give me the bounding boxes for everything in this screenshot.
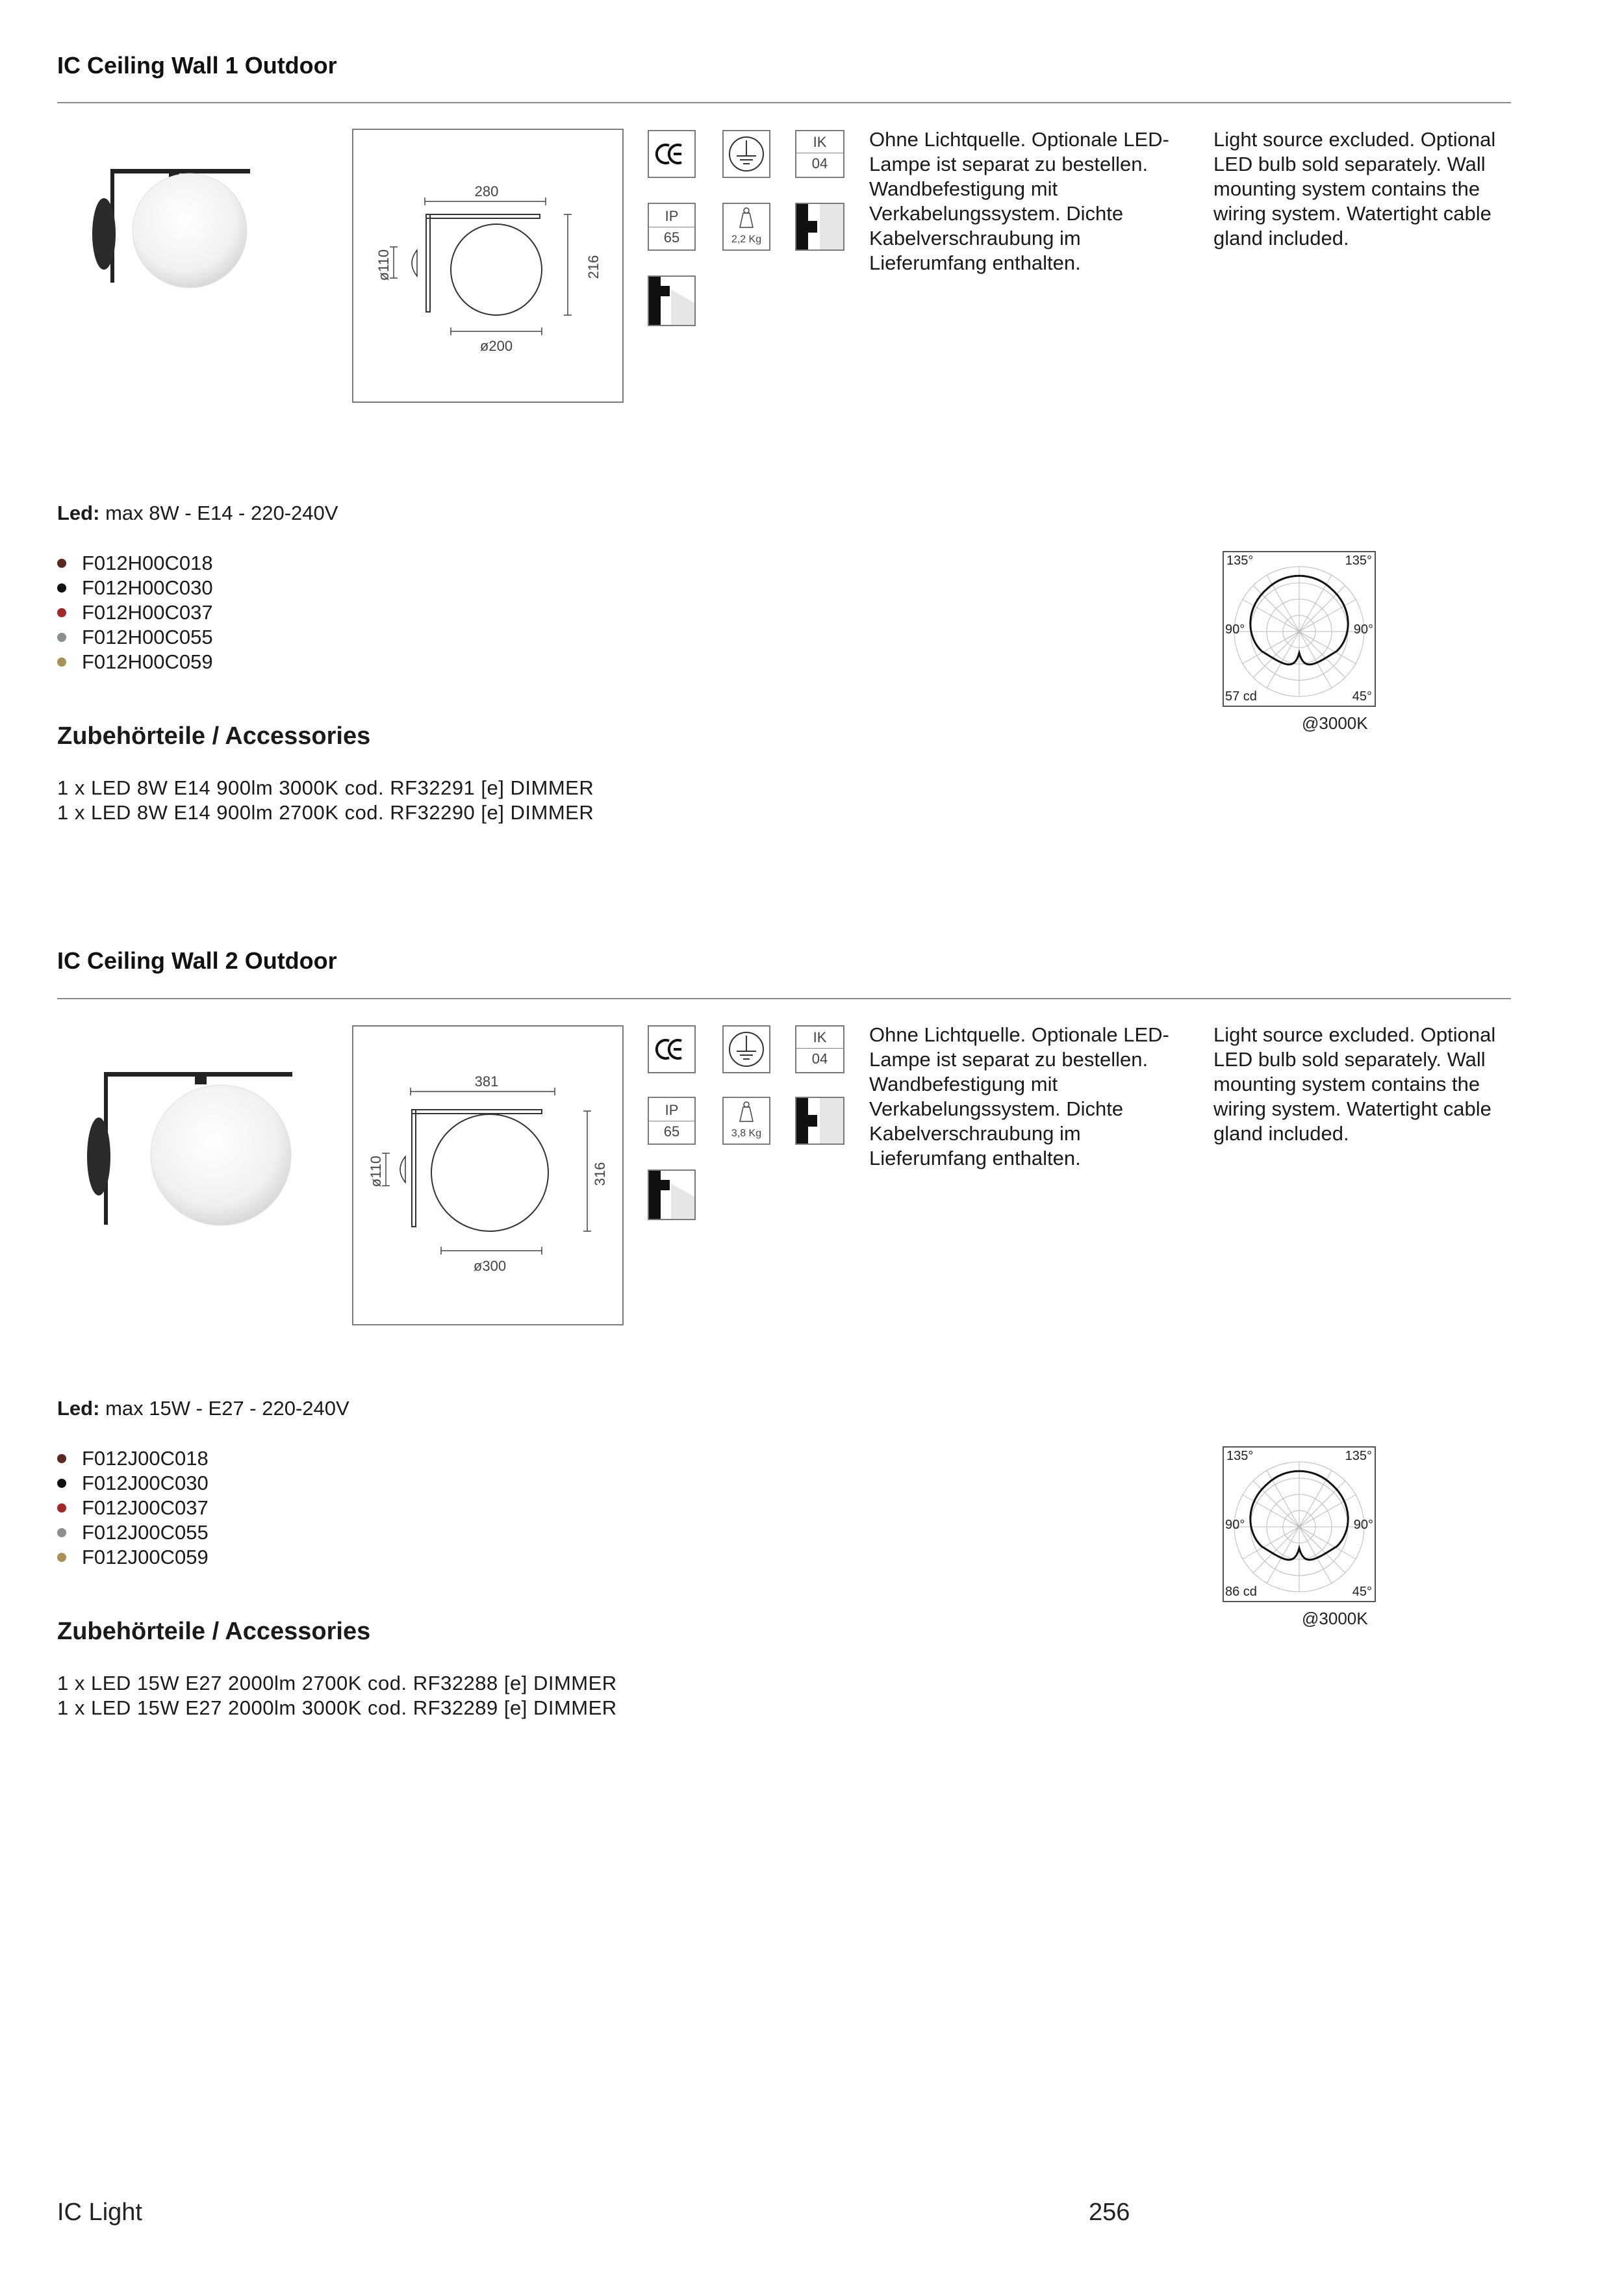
dimension-drawing [352,1025,624,1325]
description-de: Ohne Lichtquelle. Optionale LED-Lampe ist separat zu bestellen. Wandbefestigung mit Verkabelungssystem. Dichte Kabelverschraubung im Lieferumfang enthalten. [869,1023,1169,1169]
list-item: F012J00C037 [57,1496,209,1520]
color-swatch [57,633,66,642]
wall-mount-icon [795,203,844,251]
weight-icon [722,1097,770,1145]
ground-earth-icon [722,130,770,178]
led-value: max 8W - E14 - 220-240V [105,502,338,524]
color-swatch [57,583,66,593]
list-item: 1 x LED 15W E27 2000lm 2700K cod. RF32288 [e] DIMMER [57,1672,617,1694]
section-divider [57,102,1511,103]
product-photo [78,159,273,302]
dim-width: 280 [474,183,499,199]
description-en: Light source excluded. Optional LED bulb sold separately. Wall mounting system contains the wiring system. Watertight cable gland included. [1213,128,1496,249]
dimension-drawing [352,129,624,403]
accessories-list [57,776,594,825]
color-swatch [57,1454,66,1463]
wall-mount-icon [795,1097,844,1145]
angle-bottom-right: 45° [1352,1585,1372,1599]
angle-mid-right: 90° [1353,622,1373,637]
ip-value: 65 [663,1123,680,1140]
angle-top-right: 135° [1345,1449,1372,1463]
weight-icon [722,203,770,251]
list-item: F012H00C055 [57,625,213,650]
angle-mid-left: 90° [1225,1518,1245,1532]
installation-icon [648,275,696,326]
variant-list [57,1446,209,1570]
intensity-label: 57 cd [1225,689,1257,704]
ik-rating-icon [795,1025,844,1073]
photometric-diagram [1223,1446,1376,1602]
accessories-heading: Zubehörteile / Accessories [57,1618,371,1645]
dim-diameter: ø300 [473,1258,507,1274]
ce-mark-icon [648,1025,696,1073]
color-swatch [57,559,66,568]
page-number: 256 [1089,2199,1130,2226]
weight-value: 2,2 Kg [731,234,762,245]
led-label: Led: [57,502,100,524]
dim-base: ø110 [375,249,392,281]
list-item: F012J00C055 [57,1520,209,1545]
list-item: F012H00C059 [57,650,213,674]
intensity-label: 86 cd [1225,1585,1257,1599]
variant-list [57,551,213,674]
list-item: F012J00C059 [57,1545,209,1570]
ground-earth-icon [722,1025,770,1073]
ip-rating-icon [648,203,696,251]
list-item: 1 x LED 15W E27 2000lm 3000K cod. RF32289 [e] DIMMER [57,1696,617,1719]
photometric-diagram [1223,551,1376,707]
color-temperature-caption: @3000K [1302,1609,1368,1628]
ik-value: 04 [811,1051,828,1067]
dim-height: 216 [585,255,602,279]
product-title: IC Ceiling Wall 1 Outdoor [57,52,337,79]
product-title: IC Ceiling Wall 2 Outdoor [57,947,337,974]
ik-value: 04 [811,155,828,172]
footer-collection: IC Light [57,2199,142,2226]
ip-value: 65 [663,229,680,246]
led-spec [57,502,338,525]
accessories-list [57,1671,617,1720]
ik-rating-icon [795,130,844,178]
color-swatch [57,658,66,667]
ip-rating-icon [648,1097,696,1145]
angle-mid-right: 90° [1353,1518,1373,1532]
installation-icon [648,1169,696,1220]
ce-mark-icon [648,130,696,178]
led-label: Led: [57,1397,100,1420]
dim-width: 381 [474,1073,499,1090]
color-swatch [57,1479,66,1488]
dim-diameter: ø200 [479,338,513,354]
list-item: F012H00C030 [57,576,213,600]
list-item: F012H00C018 [57,551,213,576]
angle-top-left: 135° [1226,554,1254,568]
dim-base: ø110 [368,1155,384,1188]
led-spec [57,1397,349,1420]
list-item: 1 x LED 8W E14 900lm 3000K cod. RF32291 [e] DIMMER [57,776,594,799]
accessories-heading: Zubehörteile / Accessories [57,722,371,750]
ip-label: IP [665,1102,679,1118]
list-item: F012J00C018 [57,1446,209,1471]
color-swatch [57,608,66,617]
color-swatch [57,1553,66,1562]
angle-top-right: 135° [1345,554,1372,568]
product-photo [78,1053,299,1234]
angle-top-left: 135° [1226,1449,1254,1463]
color-swatch [57,1503,66,1513]
color-temperature-caption: @3000K [1302,713,1368,733]
section-divider [57,998,1511,999]
list-item: F012J00C030 [57,1471,209,1496]
ip-label: IP [665,208,679,224]
description-en: Light source excluded. Optional LED bulb sold separately. Wall mounting system contains the wiring system. Watertight cable gland included. [1213,1023,1496,1145]
description-de: Ohne Lichtquelle. Optionale LED-Lampe ist separat zu bestellen. Wandbefestigung mit Verkabelungssystem. Dichte Kabelverschraubung im Lieferumfang enthalten. [869,128,1169,274]
ik-label: IK [813,1029,827,1045]
angle-bottom-right: 45° [1352,689,1372,704]
list-item: F012H00C037 [57,600,213,625]
weight-value: 3,8 Kg [731,1128,762,1139]
angle-mid-left: 90° [1225,622,1245,637]
color-swatch [57,1528,66,1537]
list-item: 1 x LED 8W E14 900lm 2700K cod. RF32290 [e] DIMMER [57,801,594,824]
led-value: max 15W - E27 - 220-240V [105,1397,349,1420]
dim-height: 316 [592,1162,608,1186]
ik-label: IK [813,134,827,150]
